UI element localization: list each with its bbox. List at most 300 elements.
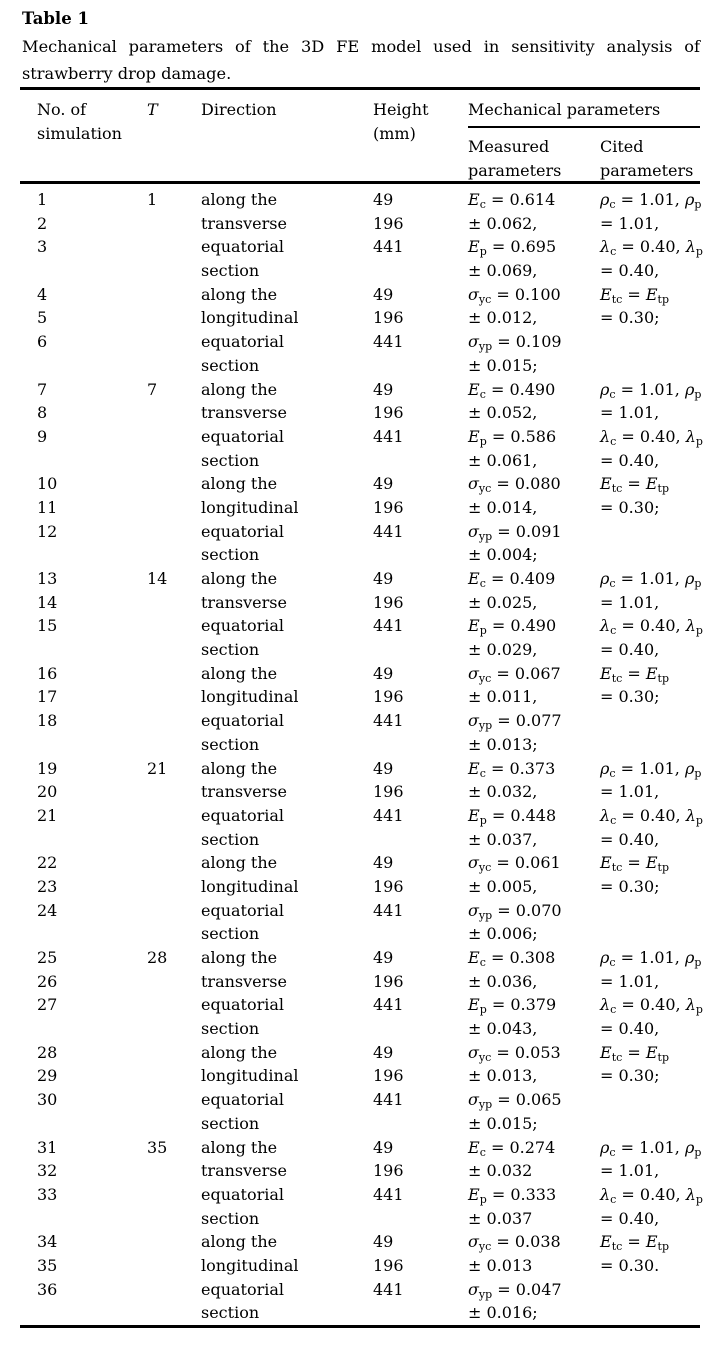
- cell-line: transverse: [201, 213, 287, 233]
- table-block-T28: [20, 946, 703, 1136]
- cell-line: 441: [373, 426, 404, 446]
- cell-line: = 0.30;: [600, 687, 660, 707]
- cell-line: [147, 1017, 201, 1041]
- cell-line: [37, 1017, 147, 1041]
- cell-line: section: [201, 355, 260, 375]
- cell-line: [147, 922, 201, 946]
- cell-line: ± 0.036,: [468, 971, 538, 991]
- col-direction: [201, 1136, 373, 1326]
- cell-line: 196: [373, 687, 404, 707]
- col-cited: [600, 946, 703, 1136]
- cell-line: ± 0.005,: [468, 876, 538, 896]
- cell-line: $E_{tc} = E_{tp}$: [600, 474, 670, 496]
- cell-line: $\sigma_{yc} = 0.100$: [468, 284, 561, 306]
- cell-line: [37, 354, 147, 378]
- cell-line: = 1.01,: [600, 213, 660, 233]
- cell-line: 441: [373, 1184, 404, 1204]
- cell-line: [147, 472, 201, 496]
- cell-line: [147, 804, 201, 828]
- cell-line: [147, 1183, 201, 1207]
- cell-line: [373, 354, 468, 378]
- cell-line: 7: [147, 379, 158, 399]
- col-cited: [600, 188, 703, 378]
- col-direction: [201, 188, 373, 378]
- cell-line: along the: [201, 758, 278, 778]
- cell-line: 27: [37, 995, 58, 1015]
- cell-line: [147, 1254, 201, 1278]
- table-title: Table 1: [22, 9, 89, 28]
- cell-line: transverse: [201, 971, 287, 991]
- cell-line: $E_c = 0.274$: [468, 1137, 556, 1159]
- col-direction: [201, 946, 373, 1136]
- cell-line: $E_{tc} = E_{tp}$: [600, 284, 670, 306]
- cell-line: [373, 922, 468, 946]
- cell-line: 23: [37, 876, 58, 896]
- cell-line: 24: [37, 900, 58, 920]
- cell-line: [37, 638, 147, 662]
- col-no-of-simulation: [20, 1136, 147, 1326]
- cell-line: [147, 875, 201, 899]
- cell-line: [37, 1112, 147, 1136]
- cell-line: [37, 259, 147, 283]
- cell-line: [147, 662, 201, 686]
- cell-line: 441: [373, 995, 404, 1015]
- cell-line: 441: [373, 711, 404, 731]
- cell-line: transverse: [201, 403, 287, 423]
- col-t: [147, 946, 201, 1136]
- cell-line: 441: [373, 1090, 404, 1110]
- cell-line: [147, 401, 201, 425]
- cell-line: $\lambda_c = 0.40$, $\lambda_p$: [600, 805, 703, 827]
- cell-line: $E_p = 0.695$: [468, 237, 557, 259]
- cell-line: $\sigma_{yp} = 0.091$: [468, 521, 562, 543]
- col-t: [147, 378, 201, 568]
- header-direction: Direction: [201, 99, 277, 119]
- cell-line: 196: [373, 1066, 404, 1086]
- col-height: [373, 946, 468, 1136]
- cell-line: ± 0.032: [468, 1161, 533, 1181]
- cell-line: = 0.40,: [600, 261, 660, 281]
- cell-line: section: [201, 1303, 260, 1323]
- cell-line: = 0.30.: [600, 1255, 660, 1275]
- col-height: [373, 567, 468, 757]
- cell-line: 26: [37, 971, 58, 991]
- cell-line: [373, 1017, 468, 1041]
- cell-line: 28: [147, 948, 168, 967]
- cell-line: [600, 1088, 700, 1112]
- cell-line: ± 0.043,: [468, 1019, 538, 1039]
- cell-line: $\rho_c = 1.01$, $\rho_p$: [600, 569, 702, 590]
- cell-line: equatorial: [201, 616, 285, 636]
- cell-line: equatorial: [201, 521, 285, 541]
- cell-line: [147, 899, 201, 923]
- table-body: [20, 184, 703, 1326]
- table-bottom-rule: [20, 1325, 700, 1328]
- cell-line: $E_{tc} = E_{tp}$: [600, 1232, 670, 1254]
- col-measured: [468, 188, 600, 378]
- cell-line: section: [201, 734, 260, 754]
- cell-line: $\lambda_c = 0.40$, $\lambda_p$: [600, 995, 703, 1017]
- cell-line: 49: [373, 284, 394, 304]
- cell-line: = 0.30;: [600, 876, 660, 896]
- cell-line: = 0.40,: [600, 1019, 660, 1039]
- cell-line: $\lambda_c = 0.40$, $\lambda_p$: [600, 1184, 703, 1206]
- cell-line: 25: [37, 948, 58, 967]
- cell-line: $\rho_c = 1.01$, $\rho_p$: [600, 190, 702, 211]
- cell-line: 49: [373, 474, 394, 494]
- cell-line: 441: [373, 900, 404, 920]
- cell-line: = 1.01,: [600, 782, 660, 802]
- cell-line: 3: [37, 237, 48, 257]
- cell-line: [147, 212, 201, 236]
- cell-line: equatorial: [201, 900, 285, 920]
- cell-line: [147, 685, 201, 709]
- cell-line: equatorial: [201, 995, 285, 1015]
- cell-line: [373, 1207, 468, 1231]
- cell-line: along the: [201, 569, 278, 588]
- cell-line: [147, 638, 201, 662]
- cell-line: 2: [37, 213, 48, 233]
- cell-line: 20: [37, 782, 58, 802]
- header-no-of-simulation: No. of simulation: [37, 99, 122, 143]
- cell-line: section: [201, 450, 260, 470]
- cell-line: section: [201, 261, 260, 281]
- table-block-T14: [20, 567, 703, 757]
- cell-line: $E_p = 0.379$: [468, 995, 557, 1017]
- cell-line: $E_{tc} = E_{tp}$: [600, 663, 670, 685]
- col-no-of-simulation: [20, 757, 147, 947]
- header-t: T: [147, 99, 158, 119]
- data-table: [20, 87, 703, 1328]
- caption-line-2: strawberry drop damage.: [22, 64, 232, 83]
- cell-line: [147, 1088, 201, 1112]
- col-cited: [600, 567, 703, 757]
- cell-line: [373, 1301, 468, 1325]
- cell-line: = 0.30;: [600, 497, 660, 517]
- cell-line: [37, 1301, 147, 1325]
- cell-line: 49: [373, 190, 394, 209]
- cell-line: = 1.01,: [600, 1161, 660, 1181]
- cell-line: 6: [37, 332, 48, 352]
- cell-line: along the: [201, 1232, 278, 1252]
- cell-line: 49: [373, 1042, 394, 1062]
- cell-line: longitudinal: [201, 687, 299, 707]
- cell-line: ± 0.029,: [468, 640, 538, 660]
- cell-line: along the: [201, 663, 278, 683]
- cell-line: [37, 733, 147, 757]
- cell-line: 1: [147, 190, 158, 209]
- cell-line: section: [201, 545, 260, 565]
- cell-line: ± 0.012,: [468, 308, 538, 328]
- cell-line: [600, 733, 700, 757]
- cell-line: $E_c = 0.614$: [468, 190, 556, 211]
- cell-line: $E_{tc} = E_{tp}$: [600, 1042, 670, 1064]
- header-measured-parameters: Measured parameters: [468, 136, 562, 180]
- cell-line: 36: [37, 1279, 58, 1299]
- cell-line: 196: [373, 876, 404, 896]
- cell-line: [147, 496, 201, 520]
- cell-line: $\sigma_{yp} = 0.070$: [468, 900, 562, 922]
- cell-line: ± 0.025,: [468, 592, 538, 612]
- cell-line: $E_{tc} = E_{tp}$: [600, 853, 670, 875]
- cell-line: 21: [37, 805, 58, 825]
- cell-line: $\sigma_{yp} = 0.047$: [468, 1279, 562, 1301]
- cell-line: 441: [373, 616, 404, 636]
- cell-line: 28: [37, 1042, 58, 1062]
- cell-line: $\sigma_{yc} = 0.080$: [468, 474, 561, 496]
- cell-line: [147, 709, 201, 733]
- cell-line: 8: [37, 403, 48, 423]
- cell-line: $E_p = 0.586$: [468, 426, 557, 448]
- cell-line: equatorial: [201, 237, 285, 257]
- cell-line: ± 0.013,: [468, 1066, 538, 1086]
- cell-line: 32: [37, 1161, 58, 1181]
- table-header-row: [20, 90, 700, 182]
- table-block-T7: [20, 378, 703, 568]
- table-caption: [22, 33, 700, 87]
- cell-line: [147, 283, 201, 307]
- col-t: [147, 567, 201, 757]
- cell-line: ± 0.037: [468, 1208, 533, 1228]
- caption-line-1: Mechanical parameters of the 3D FE model used in sensitivity analysis of: [22, 37, 700, 56]
- cell-line: section: [201, 1113, 260, 1133]
- cell-line: [600, 543, 700, 567]
- col-direction: [201, 378, 373, 568]
- cell-line: 49: [373, 663, 394, 683]
- cell-line: $\lambda_c = 0.40$, $\lambda_p$: [600, 426, 703, 448]
- cell-line: 21: [147, 758, 168, 778]
- col-cited: [600, 378, 703, 568]
- cell-line: = 0.40,: [600, 450, 660, 470]
- cell-line: = 1.01,: [600, 971, 660, 991]
- cell-line: [600, 1278, 700, 1302]
- cell-line: along the: [201, 474, 278, 494]
- cell-line: [147, 1207, 201, 1231]
- cell-line: ± 0.013: [468, 1255, 533, 1275]
- cell-line: [600, 1301, 700, 1325]
- col-no-of-simulation: [20, 946, 147, 1136]
- cell-line: 4: [37, 284, 48, 304]
- cell-line: [147, 780, 201, 804]
- cell-line: [600, 922, 700, 946]
- cell-line: [147, 828, 201, 852]
- col-cited: [600, 757, 703, 947]
- cell-line: [147, 993, 201, 1017]
- cell-line: 14: [37, 592, 58, 612]
- cell-line: ± 0.061,: [468, 450, 538, 470]
- cell-line: 17: [37, 687, 58, 707]
- cell-line: along the: [201, 1137, 278, 1157]
- cell-line: equatorial: [201, 1184, 285, 1204]
- cell-line: 22: [37, 853, 58, 873]
- cell-line: [147, 1301, 201, 1325]
- cell-line: section: [201, 924, 260, 944]
- cell-line: 49: [373, 379, 394, 399]
- cell-line: ± 0.015;: [468, 1113, 538, 1133]
- cell-line: 49: [373, 569, 394, 588]
- cell-line: ± 0.004;: [468, 545, 538, 565]
- cell-line: 196: [373, 1161, 404, 1181]
- cell-line: [600, 520, 700, 544]
- cell-line: ± 0.006;: [468, 924, 538, 944]
- cell-line: ± 0.032,: [468, 782, 538, 802]
- cell-line: [147, 1112, 201, 1136]
- cell-line: longitudinal: [201, 1066, 299, 1086]
- col-measured: [468, 378, 600, 568]
- cell-line: [147, 1230, 201, 1254]
- cell-line: 49: [373, 1137, 394, 1157]
- col-measured: [468, 946, 600, 1136]
- table-block-T1: [20, 188, 703, 378]
- cell-line: 196: [373, 403, 404, 423]
- col-measured: [468, 567, 600, 757]
- cell-line: [147, 1159, 201, 1183]
- col-t: [147, 1136, 201, 1326]
- cell-line: transverse: [201, 592, 287, 612]
- cell-line: 49: [373, 758, 394, 778]
- cell-line: $E_c = 0.373$: [468, 758, 556, 780]
- cell-line: 441: [373, 1279, 404, 1299]
- cell-line: $\sigma_{yc} = 0.038$: [468, 1232, 561, 1254]
- cell-line: [147, 970, 201, 994]
- cell-line: equatorial: [201, 332, 285, 352]
- col-measured: [468, 1136, 600, 1326]
- cell-line: [600, 1112, 700, 1136]
- cell-line: 9: [37, 426, 48, 446]
- cell-line: along the: [201, 379, 278, 399]
- cell-line: $\sigma_{yc} = 0.053$: [468, 1042, 561, 1064]
- cell-line: 30: [37, 1090, 58, 1110]
- cell-line: along the: [201, 1042, 278, 1062]
- cell-line: $E_c = 0.409$: [468, 569, 556, 590]
- cell-line: $\sigma_{yp} = 0.077$: [468, 711, 562, 733]
- cell-line: [37, 449, 147, 473]
- cell-line: [147, 1041, 201, 1065]
- cell-line: along the: [201, 948, 278, 967]
- cell-line: 49: [373, 948, 394, 967]
- cell-line: 196: [373, 592, 404, 612]
- cell-line: longitudinal: [201, 497, 299, 517]
- col-direction: [201, 567, 373, 757]
- cell-line: equatorial: [201, 805, 285, 825]
- cell-line: section: [201, 1208, 260, 1228]
- cell-line: along the: [201, 284, 278, 304]
- cell-line: 49: [373, 1232, 394, 1252]
- cell-line: equatorial: [201, 711, 285, 731]
- cell-line: [600, 709, 700, 733]
- cell-line: $E_p = 0.333$: [468, 1184, 557, 1206]
- cell-line: ± 0.015;: [468, 355, 538, 375]
- cell-line: $E_p = 0.490$: [468, 616, 557, 638]
- cell-line: 18: [37, 711, 58, 731]
- cell-line: transverse: [201, 782, 287, 802]
- cell-line: = 1.01,: [600, 403, 660, 423]
- col-height: [373, 378, 468, 568]
- cell-line: 5: [37, 308, 48, 328]
- cell-line: along the: [201, 190, 278, 209]
- cell-line: = 0.30;: [600, 308, 660, 328]
- cell-line: [147, 520, 201, 544]
- cell-line: [147, 449, 201, 473]
- cell-line: equatorial: [201, 426, 285, 446]
- cell-line: 196: [373, 308, 404, 328]
- col-no-of-simulation: [20, 378, 147, 568]
- cell-line: [147, 614, 201, 638]
- col-t: [147, 188, 201, 378]
- cell-line: longitudinal: [201, 876, 299, 896]
- cell-line: [147, 1064, 201, 1088]
- cell-line: 441: [373, 237, 404, 257]
- cell-line: 10: [37, 474, 58, 494]
- cell-line: 1: [37, 190, 48, 209]
- col-measured: [468, 757, 600, 947]
- cell-line: $\lambda_c = 0.40$, $\lambda_p$: [600, 616, 703, 638]
- cell-line: [147, 543, 201, 567]
- cell-line: 35: [37, 1255, 58, 1275]
- cell-line: equatorial: [201, 1090, 285, 1110]
- cell-line: [373, 828, 468, 852]
- header-cited-parameters: Cited parameters: [600, 136, 694, 180]
- cell-line: [37, 828, 147, 852]
- cell-line: longitudinal: [201, 1255, 299, 1275]
- cell-line: 35: [147, 1137, 168, 1157]
- cell-line: transverse: [201, 1161, 287, 1181]
- col-cited: [600, 1136, 703, 1326]
- cell-line: [147, 425, 201, 449]
- cell-line: longitudinal: [201, 308, 299, 328]
- cell-line: [600, 354, 700, 378]
- cell-line: [373, 449, 468, 473]
- cell-line: 13: [37, 569, 58, 588]
- cell-line: ± 0.013;: [468, 734, 538, 754]
- cell-line: equatorial: [201, 1279, 285, 1299]
- cell-line: 29: [37, 1066, 58, 1086]
- header-height: Height (mm): [373, 99, 429, 143]
- cell-line: ± 0.011,: [468, 687, 538, 707]
- cell-line: $\rho_c = 1.01$, $\rho_p$: [600, 948, 702, 969]
- col-no-of-simulation: [20, 567, 147, 757]
- cell-line: [147, 1278, 201, 1302]
- cell-line: [147, 306, 201, 330]
- cell-line: ± 0.014,: [468, 497, 538, 517]
- cell-line: $\lambda_c = 0.40$, $\lambda_p$: [600, 237, 703, 259]
- cell-line: $E_c = 0.308$: [468, 948, 556, 969]
- cell-line: [147, 330, 201, 354]
- cell-line: $\rho_c = 1.01$, $\rho_p$: [600, 758, 702, 780]
- cell-line: [373, 259, 468, 283]
- cell-line: ± 0.069,: [468, 261, 538, 281]
- cell-line: [373, 1112, 468, 1136]
- cell-line: 196: [373, 1255, 404, 1275]
- cell-line: $\rho_c = 1.01$, $\rho_p$: [600, 379, 702, 401]
- cell-line: 14: [147, 569, 168, 588]
- col-direction: [201, 757, 373, 947]
- cell-line: 441: [373, 521, 404, 541]
- cell-line: 196: [373, 497, 404, 517]
- col-no-of-simulation: [20, 188, 147, 378]
- col-t: [147, 757, 201, 947]
- cell-line: = 0.30;: [600, 1066, 660, 1086]
- col-height: [373, 757, 468, 947]
- cell-line: $E_c = 0.490$: [468, 379, 556, 401]
- cell-line: section: [201, 829, 260, 849]
- cell-line: 34: [37, 1232, 58, 1252]
- cell-line: 16: [37, 663, 58, 683]
- cell-line: ± 0.037,: [468, 829, 538, 849]
- cell-line: [37, 922, 147, 946]
- cell-line: $\sigma_{yp} = 0.109$: [468, 332, 562, 354]
- col-height: [373, 188, 468, 378]
